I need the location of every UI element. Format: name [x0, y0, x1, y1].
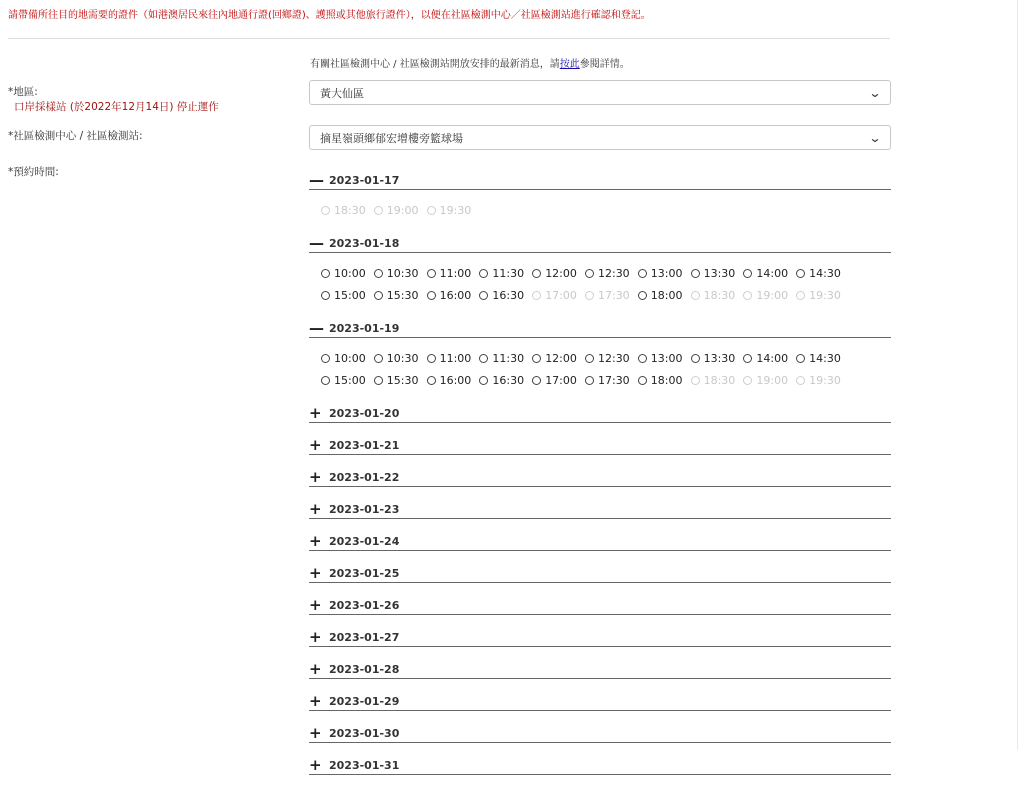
radio-button [691, 376, 700, 385]
radio-button[interactable] [321, 291, 330, 300]
date-section [309, 403, 891, 435]
time-slot-option[interactable] [479, 369, 532, 391]
time-slot-label: 17:00 [545, 288, 577, 302]
date-section [309, 659, 891, 691]
radio-button[interactable] [427, 376, 436, 385]
time-slot-option[interactable] [691, 347, 744, 369]
time-slot-label: 19:30 [439, 203, 472, 217]
date-section [309, 691, 891, 723]
time-slot-label: 11:30 [492, 351, 525, 365]
section-spacer [309, 775, 891, 787]
time-slot-option[interactable] [479, 347, 532, 369]
date-section [309, 170, 891, 233]
time-slot-option[interactable] [691, 262, 744, 284]
time-slot-label: 14:30 [809, 351, 841, 365]
time-slot-label: 12:30 [597, 351, 630, 365]
time-slot-label: 15:00 [334, 373, 366, 387]
time-slot-label: 11:30 [492, 266, 525, 280]
time-slot-label: 12:00 [545, 266, 577, 280]
time-slot-group [309, 253, 891, 306]
section-spacer [309, 583, 891, 595]
date-section [309, 435, 891, 467]
expand-icon[interactable]: + [309, 436, 322, 454]
time-slot-label: 10:30 [386, 351, 419, 365]
click-here-link[interactable]: 按此 [559, 59, 580, 70]
radio-button[interactable] [691, 354, 700, 363]
section-spacer [309, 551, 891, 563]
expand-icon[interactable]: + [309, 660, 322, 678]
divider [8, 38, 890, 39]
date-label: 2023-01-23 [329, 503, 400, 516]
time-slot-label: 18:00 [650, 373, 683, 387]
test-center-label: *社區檢測中心 / 社區檢測站: [8, 130, 143, 142]
radio-button[interactable] [638, 291, 647, 300]
time-slot-label: 19:30 [809, 373, 841, 387]
radio-button[interactable] [374, 376, 383, 385]
date-header[interactable] [309, 170, 891, 190]
time-slot-label: 19:30 [809, 288, 841, 302]
time-slot-label: 10:00 [334, 266, 366, 280]
time-slot-label: 11:00 [439, 351, 472, 365]
document-requirement-notice: 請帶備所往目的地需要的證件（如港澳居民來往內地通行證(回鄉證)、護照或其他旅行證件），以便在社區檢測中心／社區檢測站進行確認和登記。 [8, 10, 651, 21]
time-slot-option[interactable] [321, 262, 374, 284]
section-spacer [309, 306, 891, 318]
radio-button [743, 291, 752, 300]
date-section [309, 595, 891, 627]
section-spacer [309, 519, 891, 531]
date-section [309, 627, 891, 659]
collapse-icon[interactable]: — [309, 234, 324, 252]
time-slot-option[interactable] [585, 347, 638, 369]
time-slot-option[interactable] [374, 262, 427, 284]
time-slot-option[interactable] [585, 369, 638, 391]
expand-icon[interactable]: + [309, 500, 322, 518]
time-slot-option[interactable] [743, 262, 796, 284]
date-label: 2023-01-25 [329, 567, 400, 580]
time-slot-option [585, 284, 638, 306]
radio-button[interactable] [321, 269, 330, 278]
radio-button[interactable] [796, 354, 805, 363]
radio-button[interactable] [638, 269, 647, 278]
radio-button [374, 206, 383, 215]
date-label: 2023-01-18 [329, 237, 400, 250]
time-slot-option [321, 199, 374, 221]
radio-button[interactable] [479, 376, 488, 385]
date-label: 2023-01-31 [329, 759, 400, 772]
date-label: 2023-01-27 [329, 631, 400, 644]
time-slot-label: 18:00 [650, 288, 683, 302]
date-accordion [309, 170, 891, 787]
expand-icon[interactable]: + [309, 756, 322, 774]
time-slot-option[interactable] [427, 347, 480, 369]
time-slot-group [309, 338, 891, 391]
time-slot-option [532, 284, 585, 306]
time-slot-label: 17:00 [545, 373, 577, 387]
section-spacer [309, 743, 891, 755]
time-slot-label: 15:30 [386, 288, 419, 302]
radio-button[interactable] [796, 269, 805, 278]
time-slot-label: 14:00 [756, 351, 789, 365]
time-slot-label: 16:30 [492, 373, 525, 387]
radio-button [427, 206, 436, 215]
time-slot-option[interactable] [532, 347, 585, 369]
chevron-down-icon: ⌄ [868, 130, 882, 145]
expand-icon[interactable]: + [309, 724, 322, 742]
date-label: 2023-01-30 [329, 727, 400, 740]
district-select[interactable] [309, 80, 891, 105]
time-slot-label: 10:30 [386, 266, 419, 280]
latest-news-info [310, 55, 630, 70]
date-header[interactable] [309, 499, 891, 519]
page-edge-divider [1017, 0, 1018, 750]
time-slot-option[interactable] [796, 347, 849, 369]
radio-button [743, 376, 752, 385]
date-label: 2023-01-26 [329, 599, 400, 612]
section-spacer [309, 615, 891, 627]
radio-button[interactable] [743, 269, 752, 278]
date-header[interactable] [309, 563, 891, 583]
time-slot-label: 11:00 [439, 266, 472, 280]
time-slot-label: 18:30 [703, 288, 736, 302]
time-slot-label: 18:30 [703, 373, 736, 387]
time-slot-label: 19:00 [756, 288, 789, 302]
info-prefix: 有關社區檢測中心 / 社區檢測站開放安排的最新消息，請 [310, 59, 560, 70]
time-slot-option[interactable] [427, 369, 480, 391]
section-spacer [309, 221, 891, 233]
time-slot-option[interactable] [638, 347, 691, 369]
radio-button[interactable] [743, 354, 752, 363]
collapse-icon[interactable]: — [309, 171, 324, 189]
time-slot-label: 14:00 [756, 266, 789, 280]
radio-button[interactable] [532, 269, 541, 278]
time-slot-option [743, 369, 796, 391]
section-spacer [309, 647, 891, 659]
time-slot-option[interactable] [427, 262, 480, 284]
expand-icon[interactable]: + [309, 564, 322, 582]
date-label: 2023-01-29 [329, 695, 400, 708]
time-slot-option [691, 284, 744, 306]
time-slot-label: 17:30 [597, 373, 630, 387]
test-center-select-value: 摘星嶺頭鄉郁宏增樓旁籃球場 [320, 131, 463, 145]
radio-button[interactable] [479, 291, 488, 300]
collapse-icon[interactable]: — [309, 319, 324, 337]
time-slot-option[interactable] [479, 284, 532, 306]
date-header[interactable] [309, 318, 891, 338]
radio-button[interactable] [479, 269, 488, 278]
radio-button[interactable] [532, 354, 541, 363]
date-section [309, 723, 891, 755]
time-slot-option[interactable] [374, 347, 427, 369]
radio-button[interactable] [479, 354, 488, 363]
date-label: 2023-01-21 [329, 439, 400, 452]
time-slot-label: 16:00 [439, 373, 472, 387]
time-slot-option [691, 369, 744, 391]
radio-button[interactable] [321, 376, 330, 385]
radio-button[interactable] [638, 354, 647, 363]
time-slot-label: 13:00 [650, 266, 683, 280]
time-slot-option[interactable] [585, 262, 638, 284]
time-slot-option[interactable] [638, 262, 691, 284]
section-spacer [309, 711, 891, 723]
time-slot-option[interactable] [532, 369, 585, 391]
radio-button[interactable] [374, 269, 383, 278]
date-section [309, 233, 891, 318]
date-header[interactable] [309, 659, 891, 679]
expand-icon[interactable]: + [309, 404, 322, 422]
time-slot-option[interactable] [638, 284, 691, 306]
time-slot-label: 16:00 [439, 288, 472, 302]
date-section [309, 531, 891, 563]
time-slot-option[interactable] [796, 262, 849, 284]
section-spacer [309, 391, 891, 403]
date-header[interactable] [309, 467, 891, 487]
district-select-value: 黃大仙區 [320, 86, 364, 100]
date-section [309, 318, 891, 403]
date-label: 2023-01-24 [329, 535, 400, 548]
time-slot-option[interactable] [374, 284, 427, 306]
radio-button[interactable] [321, 354, 330, 363]
time-slot-option [427, 199, 480, 221]
radio-button[interactable] [691, 269, 700, 278]
time-slot-group [309, 190, 891, 221]
expand-icon[interactable]: + [309, 532, 322, 550]
date-header[interactable] [309, 435, 891, 455]
date-section [309, 755, 891, 787]
expand-icon[interactable]: + [309, 596, 322, 614]
time-slot-option [743, 284, 796, 306]
time-slot-label: 18:30 [334, 203, 366, 217]
date-header[interactable] [309, 595, 891, 615]
radio-button[interactable] [585, 354, 594, 363]
section-spacer [309, 455, 891, 467]
date-label: 2023-01-17 [329, 174, 400, 187]
chevron-down-icon: ⌄ [868, 85, 882, 100]
radio-button [585, 291, 594, 300]
test-center-select[interactable] [309, 125, 891, 150]
time-slot-label: 12:30 [597, 266, 630, 280]
time-slot-label: 13:30 [703, 351, 736, 365]
date-label: 2023-01-19 [329, 322, 400, 335]
radio-button[interactable] [374, 291, 383, 300]
date-label: 2023-01-28 [329, 663, 400, 676]
time-slot-option [796, 284, 849, 306]
time-slot-label: 14:30 [809, 266, 841, 280]
time-slot-option[interactable] [638, 369, 691, 391]
time-slot-label: 10:00 [334, 351, 366, 365]
date-label: 2023-01-22 [329, 471, 400, 484]
date-section [309, 563, 891, 595]
radio-button [532, 291, 541, 300]
time-slot-option[interactable] [321, 284, 374, 306]
district-label: *地區: [8, 86, 38, 98]
radio-button [796, 291, 805, 300]
expand-icon[interactable]: + [309, 628, 322, 646]
time-slot-option[interactable] [321, 369, 374, 391]
time-slot-option[interactable] [532, 262, 585, 284]
time-slot-option [374, 199, 427, 221]
radio-button[interactable] [374, 354, 383, 363]
info-suffix: 參閱詳情。 [579, 59, 630, 70]
time-slot-label: 15:00 [334, 288, 366, 302]
date-label: 2023-01-20 [329, 407, 400, 420]
radio-button [691, 291, 700, 300]
radio-button[interactable] [532, 376, 541, 385]
time-slot-option[interactable] [321, 347, 374, 369]
expand-icon[interactable]: + [309, 692, 322, 710]
date-header[interactable] [309, 627, 891, 647]
time-slot-label: 16:30 [492, 288, 525, 302]
border-station-notice: 口岸採樣站 (於2022年12月14日) 停止運作 [14, 101, 219, 113]
time-slot-label: 19:00 [386, 203, 419, 217]
time-slot-label: 19:00 [756, 373, 789, 387]
date-header[interactable] [309, 403, 891, 423]
section-spacer [309, 679, 891, 691]
date-section [309, 499, 891, 531]
time-slot-option[interactable] [427, 284, 480, 306]
time-slot-label: 13:30 [703, 266, 736, 280]
expand-icon[interactable]: + [309, 468, 322, 486]
date-header[interactable] [309, 691, 891, 711]
date-header[interactable] [309, 233, 891, 253]
radio-button[interactable] [427, 354, 436, 363]
radio-button [321, 206, 330, 215]
time-slot-option [796, 369, 849, 391]
radio-button[interactable] [427, 291, 436, 300]
date-header[interactable] [309, 531, 891, 551]
date-header[interactable] [309, 723, 891, 743]
radio-button[interactable] [638, 376, 647, 385]
date-section [309, 467, 891, 499]
radio-button[interactable] [585, 376, 594, 385]
section-spacer [309, 423, 891, 435]
booking-time-label: *預約時間: [8, 166, 59, 178]
time-slot-option[interactable] [479, 262, 532, 284]
radio-button [796, 376, 805, 385]
radio-button[interactable] [427, 269, 436, 278]
time-slot-option[interactable] [743, 347, 796, 369]
time-slot-label: 12:00 [545, 351, 577, 365]
radio-button[interactable] [585, 269, 594, 278]
section-spacer [309, 487, 891, 499]
time-slot-label: 13:00 [650, 351, 683, 365]
time-slot-label: 17:30 [597, 288, 630, 302]
time-slot-label: 15:30 [386, 373, 419, 387]
time-slot-option[interactable] [374, 369, 427, 391]
date-header[interactable] [309, 755, 891, 775]
